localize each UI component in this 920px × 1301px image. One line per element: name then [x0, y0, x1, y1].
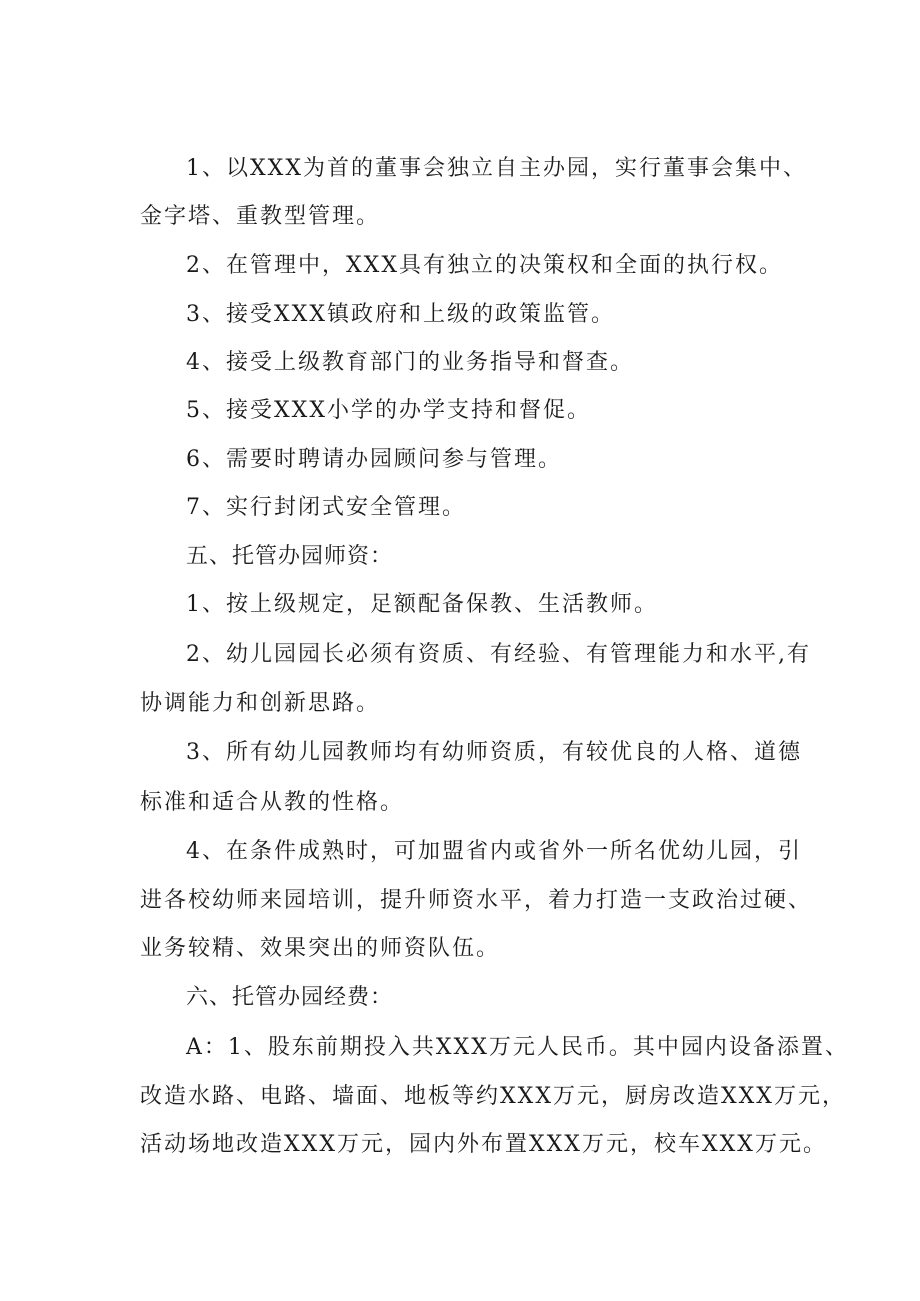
list-item-line: 活动场地改造XXX万元，园内外布置XXX万元，校车XXX万元。	[140, 1132, 827, 1157]
list-item-line: 3、所有幼儿园教师均有幼师资质，有较优良的人格、道德	[186, 740, 802, 765]
list-item-line: 7、实行封闭式安全管理。	[186, 495, 466, 520]
list-item-line: 业务较精、效果突出的师资队伍。	[140, 936, 501, 961]
section-heading: 五、托管办园师资：	[186, 544, 394, 569]
list-item-line: 6、需要时聘请办园顾问参与管理。	[186, 447, 562, 472]
list-item-line: 5、接受XXX小学的办学支持和督促。	[186, 398, 591, 423]
list-item-line: 4、在条件成熟时，可加盟省内或省外一所名优幼儿园，引	[186, 839, 802, 864]
list-item-line: 3、接受XXX镇政府和上级的政策监管。	[186, 302, 615, 327]
list-item-line: A：1、股东前期投入共XXX万元人民币。其中园内设备添置、	[186, 1035, 849, 1060]
section-heading: 六、托管办园经费：	[186, 985, 394, 1010]
list-item-line: 协调能力和创新思路。	[140, 691, 381, 716]
list-item-line: 4、接受上级教育部门的业务指导和督查。	[186, 350, 634, 375]
list-item-line: 2、在管理中，XXX具有独立的决策权和全面的执行权。	[186, 253, 783, 278]
list-item-line: 改造水路、电路、墙面、地板等约XXX万元，厨房改造XXX万元，	[140, 1084, 846, 1109]
list-item-line: 1、按上级规定，足额配备保教、生活教师。	[186, 592, 658, 617]
list-item-line: 标准和适合从教的性格。	[140, 790, 405, 815]
list-item-line: 2、幼儿园园长必须有资质、有经验、有管理能力和水平,有	[186, 642, 811, 667]
list-item-line: 金字塔、重教型管理。	[140, 204, 381, 229]
list-item-line: 进各校幼师来园培训，提升师资水平，着力打造一支政治过硬、	[140, 888, 813, 913]
list-item-line: 1、以XXX为首的董事会独立自主办园，实行董事会集中、	[186, 156, 807, 181]
